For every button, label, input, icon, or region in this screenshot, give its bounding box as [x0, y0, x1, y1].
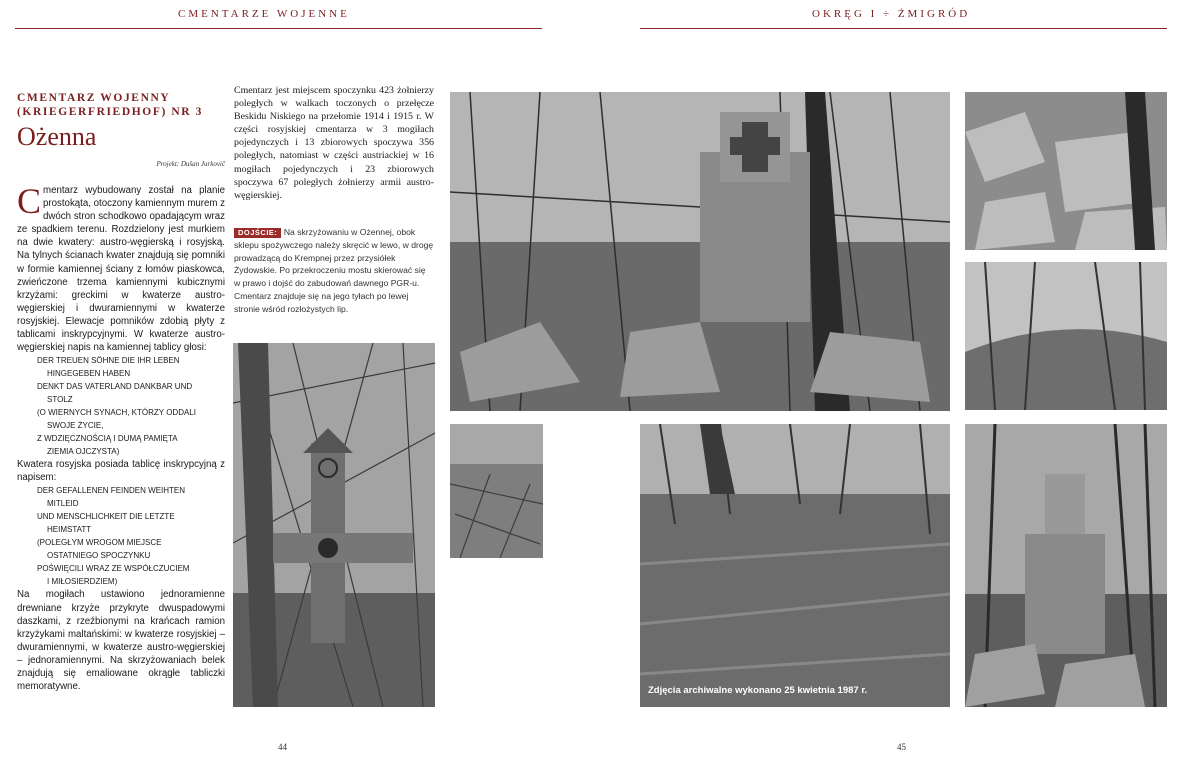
- inscription-austro-hungarian: [17, 354, 225, 458]
- photo-caption: Zdjęcia archiwalne wykonano 25 kwietnia 1987 r.: [648, 685, 868, 696]
- photo-stone-monument: [450, 92, 950, 411]
- section-label-line2: (KRIEGERFRIEDHOF) NR 3: [17, 106, 203, 118]
- photo-cemetery-field: [640, 424, 950, 707]
- header-rule-left: [15, 28, 542, 29]
- header-right: OKRĘG I ÷ ŻMIGRÓD: [812, 8, 971, 20]
- access-directions: [234, 226, 434, 316]
- inscription-line: MITLEID: [47, 499, 79, 509]
- design-credit: Projekt: Dušan Jurkovič: [156, 160, 225, 168]
- inscription-line: STOLZ: [47, 395, 73, 405]
- access-badge: DOJŚCIE:: [234, 228, 281, 238]
- page-number-left: 44: [278, 742, 287, 752]
- body-paragraph-3: Na mogiłach ustawiono jednoramienne drewniane krzyże przykryte dwuspadowymi daszkami, z rzeźbionymi na krańcach ramion krzyżykami maltańskimi: w kwaterze rosyjskiej – dwuramiennymi, w kwaterze austro-węgierskiej – jednoramiennymi. Na skrzyżowaniach belek znajdują się emaliowane okrągłe tabliczki memoratywne.: [17, 589, 225, 693]
- section-label-line1: CMENTARZ WOJENNY: [17, 92, 171, 104]
- summary-text: Cmentarz jest miejscem spoczynku 423 żołnierzy poległych w walkach toczonych o przełęcze Beskidu Niskiego na przełomie 1914 i 1915 r. W części rosyjskiej cmentarza w 3 mogiłach pojedynczych i 13 zbiorowych spoczywa 356 poległych, natomiast w części austriackiej w 16 mogiłach pojedynczych i 23 zbiorowych spoczywa 67 poległych żołnierzy armii austro-węgierskiej.: [234, 85, 434, 201]
- photo-grass: [450, 424, 543, 558]
- photo-wooden-cross: [233, 343, 435, 707]
- inscription-line: Z WDZIĘCZNOŚCIĄ I DUMĄ PAMIĘTA: [37, 434, 178, 444]
- body-paragraph-1: mentarz wybudowany został na planie prostokąta, otoczony kamiennym murem z dwóch stron schodkowo opadającym wraz ze spadkiem terenu. Rozdzielony jest murkiem na dwie kwatery: austro-węgierską i rosyjską. Na tylnych ścianach kwater znajdują się pomniki w formie kamiennej ściany z łomów piaskowca, zwieńczone trzema kamiennymi kubicznymi krzyżami: greckimi w kwaterze austro-węgierskiej i dwuramiennymi w kwaterze rosyjskiej. Elewacje pomników zdobią płyty z tablicami inskrypcyjnymi. W kwaterze austro-węgierskiej napis na kamiennej tablicy głosi:: [17, 185, 225, 354]
- page-title: Ożenna: [17, 122, 97, 151]
- header-rule-right: [640, 28, 1167, 29]
- header-left: CMENTARZE WOJENNE: [178, 8, 350, 20]
- inscription-line: DENKT DAS VATERLAND DANKBAR UND: [37, 382, 193, 392]
- inscription-line: DER GEFALLENEN FEINDEN WEIHTEN: [37, 486, 186, 496]
- drop-cap: C: [17, 181, 42, 221]
- inscription-line: POŚWIĘCILI WRAZ ZE WSPÓŁCZUCIEM: [37, 564, 190, 574]
- page-number-right: 45: [897, 742, 906, 752]
- body-column-left: [17, 181, 225, 693]
- inscription-line: (POLEGŁYM WROGOM MIEJSCE: [37, 538, 162, 548]
- inscription-line: ZIEMIA OJCZYSTA): [47, 447, 120, 457]
- inscription-line: UND MENSCHLICHKEIT DIE LETZTE: [37, 512, 175, 522]
- body-paragraph-2: Kwatera rosyjska posiada tablicę inskrypcyjną z napisem:: [17, 459, 225, 484]
- section-label: [17, 91, 227, 119]
- photo-rubble: [965, 92, 1167, 250]
- inscription-line: SWOJE ŻYCIE,: [47, 421, 104, 431]
- photo-monument-side: [965, 424, 1167, 707]
- inscription-line: HEIMSTATT: [47, 525, 92, 535]
- summary-paragraph: [234, 84, 434, 202]
- photo-hill-trees: [965, 262, 1167, 410]
- inscription-line: OSTATNIEGO SPOCZYNKU: [47, 551, 151, 561]
- inscription-line: I MIŁOSIERDZIEM): [47, 577, 118, 587]
- inscription-line: (O WIERNYCH SYNACH, KTÓRZY ODDALI: [37, 408, 196, 418]
- inscription-line: HINGEGEBEN HABEN: [47, 369, 131, 379]
- inscription-line: DER TREUEN SÖHNE DIE IHR LEBEN: [37, 356, 180, 366]
- inscription-russian: [17, 484, 225, 588]
- access-text: Na skrzyżowaniu w Ożennej, obok sklepu spożywczego należy skręcić w lewo, w drogę prowadzącą do Krempnej przez przysiółek Żydowskie. Po przekroczeniu mostu skierować się w prawo i dojść do zabudowań dawnego PGR-u. Cmentarz znajduje się na jego tyłach po lewej stronie wśród rozłożystych lip.: [234, 227, 434, 314]
